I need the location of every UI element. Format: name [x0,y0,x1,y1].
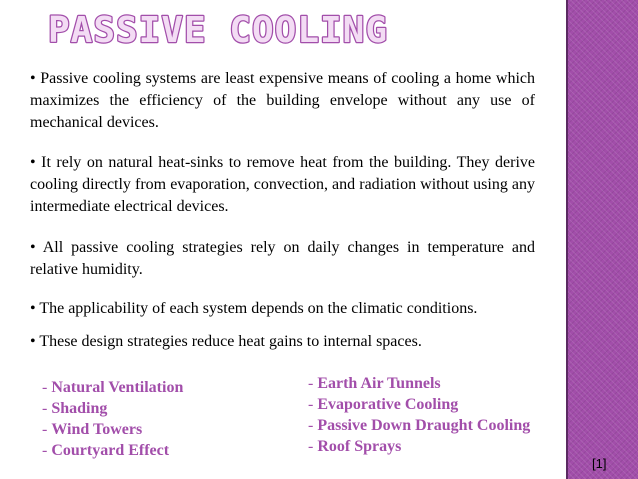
list-dash: - [308,396,318,413]
list-dash: - [308,438,318,455]
list-dash: - [42,400,52,417]
slide-title-text: PASSIVE COOLING [48,10,388,50]
strategy-list-right [308,373,530,457]
list-item-label: Earth Air Tunnels [317,375,441,392]
list-item [308,415,530,436]
list-item-label: Wind Towers [51,421,143,438]
list-dash: - [42,421,52,438]
slide-title [44,6,404,50]
list-item [308,394,530,415]
list-item [42,419,183,440]
paragraph-design-strategies: • These design strategies reduce heat gains to internal spaces. [30,333,422,350]
list-dash: - [308,375,318,392]
list-item-label: Natural Ventilation [51,379,184,396]
list-item [42,377,183,398]
list-dash: - [308,417,318,434]
list-item-label: Shading [51,400,108,417]
paragraph-daily-changes: • All passive cooling strategies rely on daily changes in temperature and relative humidity. [30,239,535,278]
list-item-label: Courtyard Effect [51,442,170,459]
paragraph-passive-cooling-definition: • Passive cooling systems are least expensive means of cooling a home which maximizes the efficiency of the building envelope without any use of mechanical devices. [30,70,535,131]
list-item [308,373,530,394]
strategy-list-left [42,377,183,461]
list-item-label: Passive Down Draught Cooling [317,417,531,434]
list-item-label: Roof Sprays [317,438,402,455]
paragraph-applicability: • The applicability of each system depends on the climatic conditions. [30,300,478,317]
list-dash: - [42,379,52,396]
list-item [42,398,183,419]
list-item [42,440,183,461]
decorative-side-panel [568,0,638,479]
slide-title-graphic [44,6,404,50]
list-item-label: Evaporative Cooling [317,396,459,413]
list-dash: - [42,442,52,459]
paragraph-natural-heat-sinks: • It rely on natural heat-sinks to remove heat from the building. They derive cooling directly from evaporation, convection, and radiation without using any intermediate electrical devices. [30,154,535,215]
list-item [308,436,530,457]
citation-reference: [1] [592,456,607,471]
